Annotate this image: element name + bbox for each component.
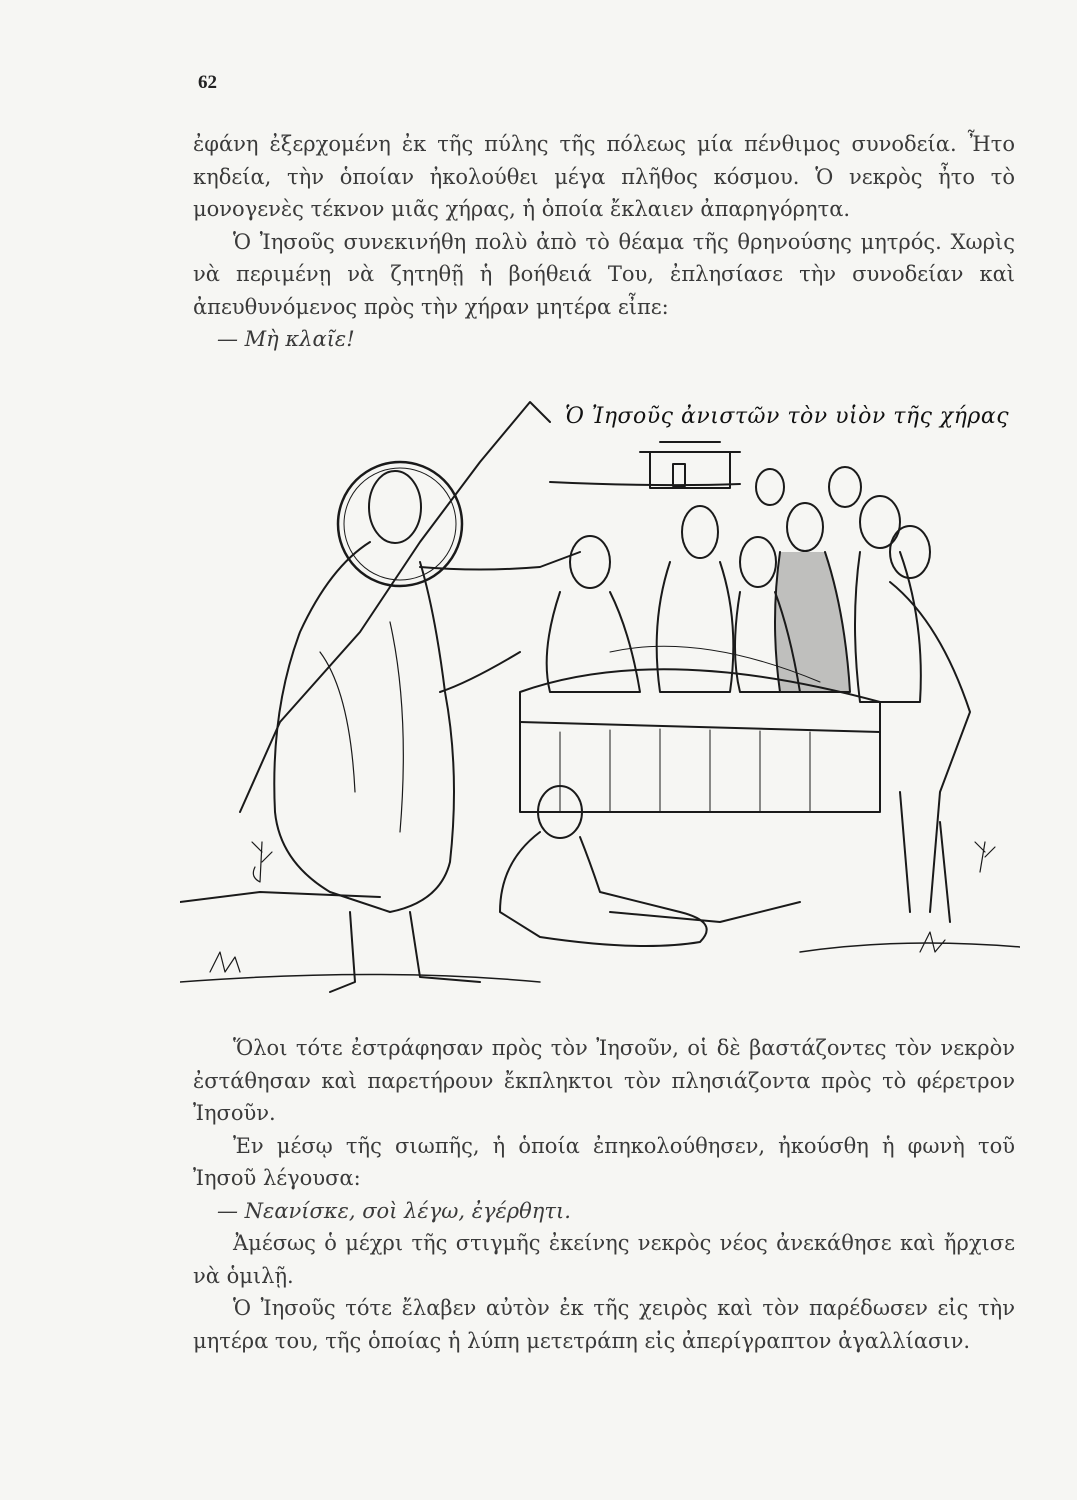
paragraph: Ὁ Ἰησοῦς συνεκινήθη πολὺ ἀπὸ τὸ θέαμα τῆς θρηνούσης μητρός. Χωρὶς νὰ περιμένῃ νὰ ζητηθῇ ἡ βοήθειά Του, ἐπλησίασε τὴν συνοδείαν καὶ ἀπευθυνόμενος πρὸς τὴν χήραν μητέρα εἶπε: (193, 229, 1015, 319)
paragraph: Ὅλοι τότε ἐστράφησαν πρὸς τὸν Ἰησοῦν, οἱ δὲ βαστάζοντες τὸν νεκρὸν ἐστάθησαν καὶ παρετήρουν ἔκπληκτοι τὸν πλησιάζοντα πρὸς τὸ φέρετρον Ἰησοῦν. (193, 1036, 1015, 1125)
dialogue-line: — Μὴ κλαῖε! (217, 327, 355, 351)
paragraph: ἐφάνη ἐξερχομένη ἐκ τῆς πύλης τῆς πόλεως μία πένθιμος συνοδεία. Ἦτο κηδεία, τὴν ὁποίαν ἠκολούθει μέγα πλῆθος κόσμου. Ὁ νεκρὸς ἦτο τὸ μονογενὲς τέκνον μιᾶς χήρας, ἡ ὁποία ἔκλαιεν ἀπαρηγόρητα. (193, 132, 1015, 221)
paragraph: Ἀμέσως ὁ μέχρι τῆς στιγμῆς ἐκείνης νεκρὸς νέος ἀνεκάθησε καὶ ἤρχισε νὰ ὁμιλῇ. (193, 1231, 1015, 1288)
icon-illustration (180, 392, 1020, 998)
paragraph: Ὁ Ἰησοῦς τότε ἔλαβεν αὐτὸν ἐκ τῆς χειρὸς καὶ τὸν παρέδωσεν εἰς τὴν μητέρα του, τῆς ὁποίας ἡ λύπη μετετράπη εἰς ἀπερίγραπτον ἀγαλλίασιν. (193, 1296, 1015, 1353)
paragraph: Ἐν μέσῳ τῆς σιωπῆς, ἡ ὁποία ἐπηκολούθησεν, ἠκούσθη ἡ φωνὴ τοῦ Ἰησοῦ λέγουσα: (193, 1133, 1015, 1190)
top-text-block (193, 128, 1015, 356)
page-number: 62 (198, 72, 217, 93)
dialogue-line: — Νεανίσκε, σοὶ λέγω, ἐγέρθητι. (217, 1198, 571, 1223)
illustration-caption: Ὁ Ἰησοῦς ἀνιστῶν τὸν υἱὸν τῆς χήρας (565, 404, 1010, 429)
bottom-text-block (193, 1032, 1015, 1357)
